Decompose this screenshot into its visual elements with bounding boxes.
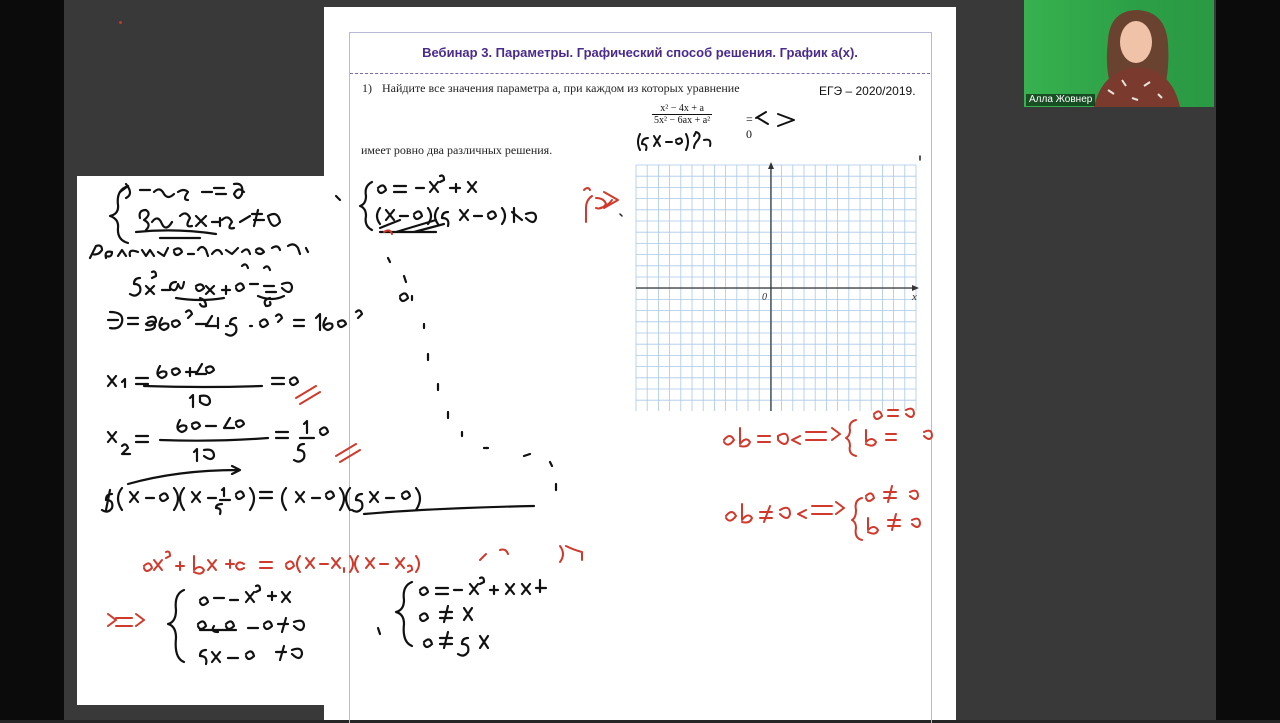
origin-label: 0 <box>762 292 767 303</box>
equation-denominator: 5x² − 6ax + a² <box>654 115 711 126</box>
document-title: Вебинар 3. Параметры. Графический способ решения. График a(x). <box>422 45 858 60</box>
equation-rhs: = 0 <box>746 112 753 141</box>
participant-video-tile[interactable] <box>1024 0 1214 107</box>
document-page <box>324 7 956 720</box>
whiteboard-panel <box>77 176 324 705</box>
task-statement: Найдите все значения параметра a, при каждом из которых уравнение <box>382 81 740 95</box>
right-letterbox <box>1216 0 1280 720</box>
face <box>1120 21 1152 63</box>
pointer-dot <box>119 21 122 24</box>
participant-name: Алла Жовнер <box>1026 94 1095 106</box>
x-axis-label: x <box>912 291 917 303</box>
title-divider <box>350 73 930 74</box>
equation-numerator: x² − 4x + a <box>652 103 712 115</box>
exam-tag: ЕГЭ – 2020/2019. <box>819 84 916 98</box>
coordinate-grid <box>634 161 922 413</box>
left-letterbox <box>0 0 64 720</box>
y-axis-arrow <box>768 162 774 169</box>
task-number: 1) <box>362 81 372 95</box>
task-statement-continued: имеет ровно два различных решения. <box>361 143 553 157</box>
equation-fraction <box>652 103 753 141</box>
participant-avatar <box>1024 0 1214 107</box>
